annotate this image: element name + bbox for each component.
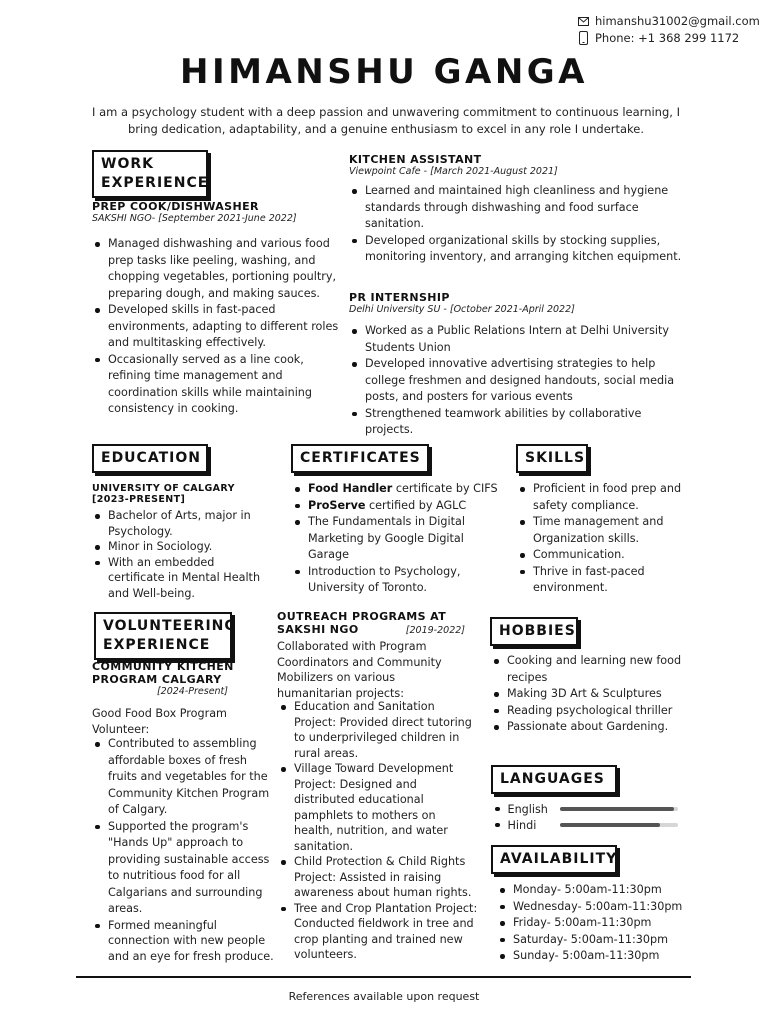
outreach-title-line1: OUTREACH PROGRAMS AT bbox=[277, 610, 447, 623]
school-years: [2023-PRESENT] bbox=[92, 494, 186, 505]
hobbies-list bbox=[491, 653, 691, 736]
contact-block bbox=[578, 13, 760, 46]
email-text[interactable]: himanshu31002@gmail.com bbox=[595, 14, 760, 28]
bullet-dot bbox=[495, 823, 500, 828]
volunteer-role-line2: Volunteer: bbox=[92, 722, 150, 736]
volunteer-dates: [2024-Present] bbox=[156, 686, 228, 697]
email-row bbox=[578, 13, 760, 29]
language-row bbox=[491, 801, 687, 817]
volunteer-block bbox=[92, 660, 272, 737]
availability-heading: AVAILABILITY bbox=[491, 845, 617, 874]
volunteer-role-line1: Good Food Box Program bbox=[92, 707, 227, 720]
volunteering-heading-line2: EXPERIENCE bbox=[103, 637, 211, 653]
certificate-issuer: certified by AGLC bbox=[365, 498, 467, 512]
list-item: Introduction to Psychology, University of Toronto. bbox=[292, 564, 506, 597]
education-bullets bbox=[92, 508, 272, 601]
list-item: Formed meaningful connection with new people and an eye for fresh produce. bbox=[92, 918, 278, 965]
list-item: Cooking and learning new food recipes bbox=[491, 653, 691, 686]
language-level-bar bbox=[560, 807, 678, 811]
skills-heading: SKILLS bbox=[516, 444, 588, 473]
list-item: Contributed to assembling affordable boxes of fresh fruits and vegetables for the Community Kitchen Program of Calgary. bbox=[92, 736, 278, 819]
summary-text: I am a psychology student with a deep passion and unwavering commitment to continuous learning, I bring dedication, adaptability, and a genuine enthusiasm to excel in any role I undertake. bbox=[92, 105, 680, 136]
list-item: Developed skills in fast-paced environments, adapting to different roles and multitasking effectively. bbox=[92, 302, 346, 352]
job-bullets bbox=[92, 236, 346, 418]
job-bullets bbox=[349, 323, 685, 439]
list-item: Tree and Crop Plantation Project: Conducted fieldwork in tree and crop planting and trained new volunteers. bbox=[278, 901, 478, 963]
footer-divider bbox=[76, 976, 691, 978]
certificates-list bbox=[292, 481, 506, 597]
volunteering-heading-line1: VOLUNTEERING bbox=[103, 618, 237, 634]
language-row bbox=[491, 817, 687, 833]
list-item: The Fundamentals in Digital Marketing by Google Digital Garage bbox=[292, 514, 506, 564]
phone-icon bbox=[578, 31, 589, 45]
list-item: Supported the program's "Hands Up" approach to providing sustainable access to nutritious food for all Calgarians and surrounding areas. bbox=[92, 819, 278, 918]
outreach-dates: [2019-2022] bbox=[405, 625, 465, 636]
work-heading-line2: EXPERIENCE bbox=[101, 175, 209, 191]
job-kitchen-assistant bbox=[349, 153, 685, 266]
list-item: Child Protection & Child Rights Project: Assisted in raising awareness about human rights. bbox=[278, 854, 478, 901]
footer-note: References available upon request bbox=[288, 990, 480, 1003]
work-experience-heading bbox=[92, 150, 208, 198]
outreach-bullets bbox=[278, 699, 478, 963]
list-item: Worked as a Public Relations Intern at Delhi University Students Union bbox=[349, 323, 685, 356]
list-item: Education and Sanitation Project: Provided direct tutoring to underprivileged children in rural areas. bbox=[278, 699, 478, 761]
list-item: Village Toward Development Project: Designed and distributed educational pamphlets to mothers on health, nutrition, and water sanitation. bbox=[278, 761, 478, 854]
outreach-intro: Collaborated with Program Coordinators and Community Mobilizers on various humanitarian projects: bbox=[277, 640, 442, 700]
job-prep-cook bbox=[92, 200, 346, 418]
phone-row bbox=[578, 30, 760, 46]
certificates-heading: CERTIFICATES bbox=[291, 444, 429, 473]
volunteer-bullets bbox=[92, 736, 278, 964]
education-block bbox=[92, 483, 272, 601]
job-meta: Delhi University SU - [October 2021-April 2022] bbox=[349, 304, 575, 315]
volunteering-heading bbox=[94, 612, 237, 660]
language-name: Hindi bbox=[507, 818, 537, 832]
job-title: PR INTERNSHIP bbox=[349, 291, 450, 304]
list-item: Occasionally served as a line cook, refining time management and coordination skills while maintaining consistency in cooking. bbox=[92, 352, 346, 418]
list-item: Communication. bbox=[517, 547, 687, 564]
education-heading: EDUCATION bbox=[92, 444, 208, 473]
job-meta: Viewpoint Cafe - [March 2021-August 2021] bbox=[349, 166, 558, 177]
job-title: PREP COOK/DISHWASHER bbox=[92, 200, 259, 213]
hobbies-heading: HOBBIES bbox=[490, 617, 578, 646]
list-item: Thrive in fast-paced environment. bbox=[517, 564, 687, 597]
job-meta: SAKSHI NGO- [September 2021-June 2022] bbox=[92, 213, 297, 224]
language-level-fill bbox=[560, 807, 674, 811]
language-name: English bbox=[507, 802, 548, 816]
list-item: Bachelor of Arts, major in Psychology. bbox=[92, 508, 272, 539]
language-level-fill bbox=[560, 823, 660, 827]
resume-name: HIMANSHU GANGA bbox=[180, 52, 588, 92]
list-item: Strengthened teamwork abilities by collaborative projects. bbox=[349, 406, 685, 439]
list-item: Passionate about Gardening. bbox=[491, 719, 691, 736]
availability-list bbox=[497, 882, 693, 965]
org-line2: PROGRAM CALGARY bbox=[92, 673, 222, 686]
work-heading-line1: WORK bbox=[101, 156, 154, 172]
list-item: Wednesday- 5:00am-11:30pm bbox=[497, 899, 693, 916]
list-item: Reading psychological thriller bbox=[491, 703, 691, 720]
list-item: With an embedded certificate in Mental Health and Well-being. bbox=[92, 555, 272, 602]
list-item: Developed organizational skills by stocking supplies, monitoring inventory, and arranging kitchen equipment. bbox=[349, 233, 685, 266]
skills-list bbox=[517, 481, 687, 597]
list-item bbox=[292, 481, 506, 498]
org-line1: COMMUNITY KITCHEN bbox=[92, 660, 234, 673]
list-item: Learned and maintained high cleanliness and hygiene standards through dishwashing and food surface sanitation. bbox=[349, 183, 685, 233]
list-item: Developed innovative advertising strategies to help college freshmen and designed handouts, social media posts, and posters for various events bbox=[349, 356, 685, 406]
mail-icon bbox=[578, 17, 589, 26]
list-item: Managed dishwashing and various food prep tasks like peeling, washing, and chopping vegetables, portioning poultry, preparing dough, and making sauces. bbox=[92, 236, 346, 302]
certificate-name: Food Handler bbox=[308, 482, 393, 495]
job-bullets bbox=[349, 183, 685, 266]
outreach-title-row bbox=[277, 623, 465, 637]
job-title: KITCHEN ASSISTANT bbox=[349, 153, 482, 166]
school-name: UNIVERSITY OF CALGARY bbox=[92, 483, 235, 494]
certificate-issuer: certificate by CIFS bbox=[392, 482, 498, 495]
list-item: Minor in Sociology. bbox=[92, 539, 272, 555]
outreach-block bbox=[277, 610, 465, 701]
list-item bbox=[292, 498, 506, 515]
certificate-name: ProServe bbox=[308, 498, 366, 512]
list-item: Time management and Organization skills. bbox=[517, 514, 687, 547]
phone-text[interactable]: Phone: +1 368 299 1172 bbox=[595, 31, 740, 45]
list-item: Making 3D Art & Sculptures bbox=[491, 686, 691, 703]
list-item: Sunday- 5:00am-11:30pm bbox=[497, 948, 693, 965]
languages-heading: LANGUAGES bbox=[491, 765, 617, 794]
outreach-title-line2: SAKSHI NGO bbox=[277, 623, 359, 636]
job-pr-internship bbox=[349, 291, 685, 439]
list-item: Monday- 5:00am-11:30pm bbox=[497, 882, 693, 899]
language-level-bar bbox=[560, 823, 678, 827]
list-item: Proficient in food prep and safety compliance. bbox=[517, 481, 687, 514]
list-item: Friday- 5:00am-11:30pm bbox=[497, 915, 693, 932]
languages-list bbox=[491, 801, 687, 833]
bullet-dot bbox=[495, 807, 500, 812]
list-item: Saturday- 5:00am-11:30pm bbox=[497, 932, 693, 949]
